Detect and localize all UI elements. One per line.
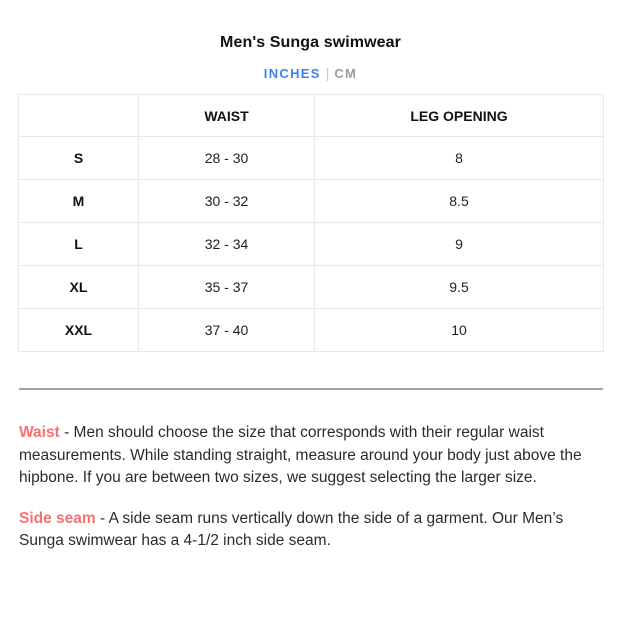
cell-size: M bbox=[19, 180, 139, 223]
note-side-seam-term: Side seam bbox=[19, 509, 96, 527]
col-header-leg-opening: LEG OPENING bbox=[315, 95, 604, 137]
section-divider bbox=[19, 388, 603, 390]
table-row bbox=[19, 180, 604, 223]
unit-cm-button[interactable]: CM bbox=[329, 66, 362, 81]
size-table bbox=[18, 94, 604, 352]
cell-leg-opening: 8 bbox=[315, 137, 604, 180]
cell-leg-opening: 10 bbox=[315, 309, 604, 352]
cell-waist: 28 - 30 bbox=[139, 137, 315, 180]
col-header-size bbox=[19, 95, 139, 137]
col-header-waist: WAIST bbox=[139, 95, 315, 137]
unit-toggle bbox=[18, 65, 603, 81]
cell-leg-opening: 9.5 bbox=[315, 266, 604, 309]
note-side-seam bbox=[19, 508, 604, 553]
cell-size: XXL bbox=[19, 309, 139, 352]
page-title: Men's Sunga swimwear bbox=[220, 34, 401, 51]
note-waist-text: - Men should choose the size that corresponds with their regular waist measurements. While standing straight, measure around your body just above the hipbone. If you are between two sizes, we suggest selecting the larger size. bbox=[19, 424, 582, 487]
header-row bbox=[19, 95, 604, 137]
cell-leg-opening: 8.5 bbox=[315, 180, 604, 223]
size-table-body bbox=[19, 137, 604, 352]
note-side-seam-text: - A side seam runs vertically down the side of a garment. Our Men’s Sunga swimwear has a 4-1/2 inch side seam. bbox=[19, 509, 564, 550]
note-waist bbox=[19, 422, 604, 490]
cell-size: XL bbox=[19, 266, 139, 309]
cell-size: L bbox=[19, 223, 139, 266]
cell-waist: 32 - 34 bbox=[139, 223, 315, 266]
table-row bbox=[19, 137, 604, 180]
table-row bbox=[19, 266, 604, 309]
table-row bbox=[19, 223, 604, 266]
cell-waist: 30 - 32 bbox=[139, 180, 315, 223]
note-waist-term: Waist bbox=[19, 424, 60, 442]
unit-separator: | bbox=[325, 65, 330, 81]
cell-waist: 35 - 37 bbox=[139, 266, 315, 309]
cell-leg-opening: 9 bbox=[315, 223, 604, 266]
cell-size: S bbox=[19, 137, 139, 180]
cell-waist: 37 - 40 bbox=[139, 309, 315, 352]
size-table-header bbox=[19, 95, 604, 137]
table-row bbox=[19, 309, 604, 352]
unit-inches-button[interactable]: INCHES bbox=[259, 66, 326, 81]
